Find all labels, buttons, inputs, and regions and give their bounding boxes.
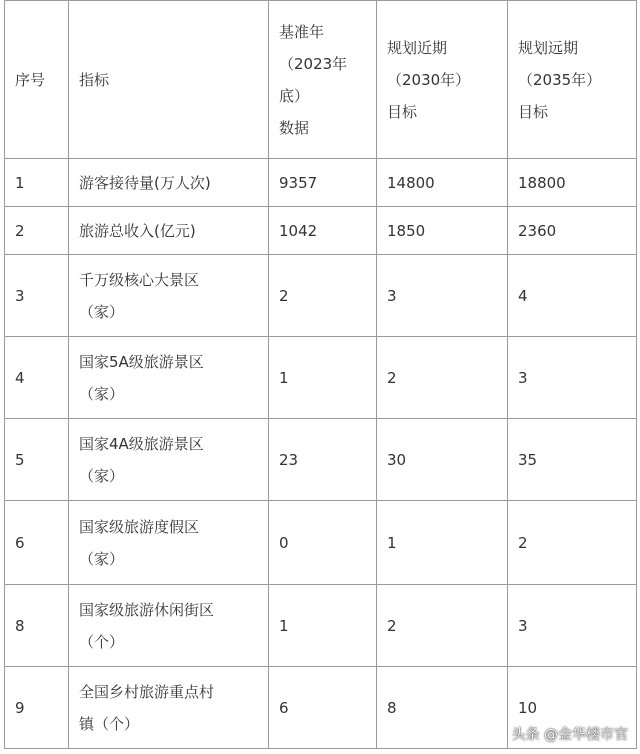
cell-base: 0 (269, 501, 377, 585)
cell-no: 6 (5, 501, 69, 585)
cell-base: 9357 (269, 159, 377, 207)
cell-near: 1850 (377, 207, 508, 255)
cell-indicator: 国家5A级旅游景区 （家） (69, 337, 269, 419)
cell-base: 23 (269, 419, 377, 501)
cell-base: 1042 (269, 207, 377, 255)
cell-near: 14800 (377, 159, 508, 207)
cell-far: 35 (508, 419, 637, 501)
header-long-term: 规划远期 （2035年） 目标 (508, 1, 637, 159)
cell-indicator: 国家级旅游度假区 （家） (69, 501, 269, 585)
table-row (5, 207, 637, 255)
cell-indicator: 游客接待量(万人次) (69, 159, 269, 207)
cell-indicator: 国家4A级旅游景区 （家） (69, 419, 269, 501)
table-row (5, 159, 637, 207)
cell-indicator: 千万级核心大景区 （家） (69, 255, 269, 337)
cell-base: 1 (269, 585, 377, 667)
cell-far: 4 (508, 255, 637, 337)
cell-no: 9 (5, 667, 69, 749)
cell-no: 4 (5, 337, 69, 419)
cell-near: 3 (377, 255, 508, 337)
table-row (5, 255, 637, 337)
cell-near: 30 (377, 419, 508, 501)
cell-near: 2 (377, 337, 508, 419)
cell-near: 8 (377, 667, 508, 749)
cell-near: 1 (377, 501, 508, 585)
table-row (5, 337, 637, 419)
cell-base: 1 (269, 337, 377, 419)
cell-no: 1 (5, 159, 69, 207)
cell-far: 2 (508, 501, 637, 585)
source-watermark (512, 724, 628, 744)
table-row (5, 501, 637, 585)
table-row (5, 419, 637, 501)
cell-far: 2360 (508, 207, 637, 255)
table-header-row (5, 1, 637, 159)
cell-no: 8 (5, 585, 69, 667)
cell-far: 3 (508, 337, 637, 419)
cell-indicator: 国家级旅游休闲街区 （个） (69, 585, 269, 667)
cell-indicator: 旅游总收入(亿元) (69, 207, 269, 255)
cell-no: 2 (5, 207, 69, 255)
cell-base: 2 (269, 255, 377, 337)
cell-indicator: 全国乡村旅游重点村 镇（个） (69, 667, 269, 749)
cell-no: 5 (5, 419, 69, 501)
tourism-targets-table (4, 0, 637, 749)
cell-no: 3 (5, 255, 69, 337)
table-row (5, 585, 637, 667)
cell-far: 18800 (508, 159, 637, 207)
header-base-year: 基准年 （2023年 底） 数据 (269, 1, 377, 159)
header-indicator: 指标 (69, 1, 269, 159)
cell-near: 2 (377, 585, 508, 667)
watermark-text: 头条 @金华楼市官 (511, 727, 628, 743)
cell-far: 10 (508, 667, 637, 749)
header-no: 序号 (5, 1, 69, 159)
cell-far: 3 (508, 585, 637, 667)
cell-base: 6 (269, 667, 377, 749)
header-near-term: 规划近期 （2030年） 目标 (377, 1, 508, 159)
